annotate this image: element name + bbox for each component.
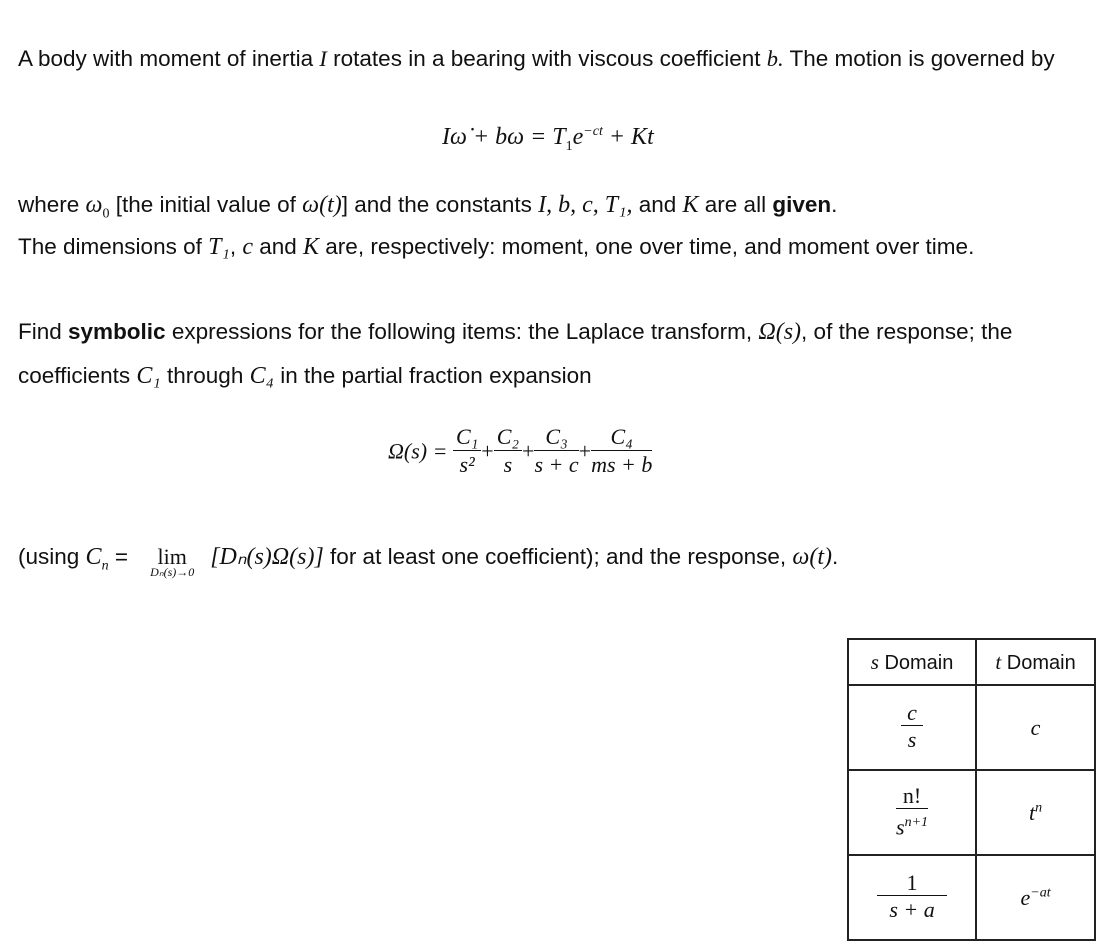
using-text: . [832, 544, 839, 569]
dims-text: and [252, 234, 304, 259]
where-text: are all [698, 192, 773, 217]
viscous-symbol: b. [766, 46, 784, 71]
fraction-denominator: s + c [534, 452, 579, 477]
t-expression: t [1028, 799, 1036, 825]
using-paragraph [18, 540, 1078, 584]
fraction-numerator: C₃ [534, 424, 578, 451]
fraction-term-3 [534, 424, 578, 479]
dims-text: The dimensions of [18, 234, 209, 259]
plus-sign: + [522, 438, 535, 464]
dimensions-paragraph [18, 232, 1083, 262]
lim-subscript: Dₙ(s)→0 [150, 565, 195, 579]
t-variable: t [995, 649, 1002, 674]
table-fraction [877, 871, 947, 924]
s-variable: s [870, 649, 879, 674]
t-exponent: −at [1030, 885, 1051, 901]
omega-t-symbol: ω(t) [302, 192, 342, 218]
governing-equation [442, 124, 654, 155]
where-text: ] and the constants [341, 192, 539, 217]
c-symbol: c [242, 234, 253, 260]
header-label: Domain [1001, 651, 1076, 674]
equation-T: T [552, 124, 566, 150]
table-row [848, 685, 1095, 770]
t-expression: e [1020, 884, 1031, 910]
plus-sign: + [481, 438, 494, 464]
fraction-numerator: C₂ [494, 424, 522, 451]
t-domain-cell [976, 685, 1095, 770]
table-fraction [901, 701, 923, 754]
find-text: Find [18, 319, 69, 344]
intro-text: A body with moment of inertia [18, 46, 320, 71]
fraction-denominator: s [503, 452, 513, 477]
table-row [848, 855, 1095, 940]
fraction-denominator: s [896, 814, 905, 840]
fraction-numerator: n! [896, 784, 928, 809]
where-text: [the initial value of [109, 192, 303, 217]
intro-text: rotates in a bearing with viscous coefficient [326, 46, 767, 71]
symbolic-emphasis: symbolic [68, 319, 166, 344]
K-symbol: K [303, 234, 320, 260]
fraction-numerator: c [901, 701, 923, 726]
C1-symbol: C₁ [136, 363, 161, 389]
find-text: expressions for the following items: the Laplace transform, [165, 319, 759, 344]
omega0-subscript: 0 [102, 206, 110, 222]
find-text: through [160, 363, 250, 388]
intro-paragraph [18, 44, 1078, 74]
t-domain-header [976, 639, 1095, 685]
table-fraction [896, 784, 928, 841]
using-text: = [108, 544, 135, 569]
constants-list: I, b, c, T₁, [538, 192, 633, 218]
given-emphasis: given [772, 192, 832, 217]
lim-text: lim [157, 544, 187, 569]
s-domain-cell [848, 685, 976, 770]
fraction-denominator: s² [459, 452, 475, 477]
fraction-term-4 [591, 424, 652, 479]
K-symbol: K [682, 192, 699, 218]
t-domain-cell [976, 770, 1095, 855]
find-text: in the partial fraction expansion [273, 363, 592, 388]
fraction-numerator: C₁ [453, 424, 481, 451]
equation-T-subscript: 1 [565, 138, 573, 154]
where-paragraph [18, 190, 1078, 230]
equation-rhs: + Kt [602, 124, 654, 150]
where-text: where [18, 192, 86, 217]
Cn-subscript: n [101, 558, 109, 574]
partial-fraction-equation [388, 424, 652, 479]
equation-lhs: Iω̇ + bω = [442, 124, 553, 150]
find-paragraph [18, 310, 1058, 398]
omega0-symbol: ω [85, 192, 103, 218]
limit-expression: [Dₙ(s)Ω(s)] [210, 544, 324, 570]
fraction-numerator: 1 [877, 871, 947, 896]
s-domain-header [848, 639, 976, 685]
using-text: (using [18, 544, 86, 569]
fraction-numerator: C₄ [591, 424, 652, 451]
denominator-exponent: n+1 [904, 814, 929, 830]
t-domain-cell [976, 855, 1095, 940]
plus-sign: + [578, 438, 592, 464]
dims-text: are, respectively: moment, one over time, and moment over time. [319, 234, 975, 259]
fraction-term-2 [494, 424, 522, 479]
T1-symbol: T₁ [208, 234, 230, 260]
fraction-denominator: s [907, 727, 917, 752]
equation-exponent: −ct [583, 124, 603, 139]
equation2-lhs: Ω(s) = [388, 438, 448, 464]
fraction-denominator: s + a [889, 897, 935, 922]
table-header-row [848, 639, 1095, 685]
t-exponent: n [1035, 800, 1043, 816]
Omega-s-symbol: Ω(s) [758, 319, 802, 345]
omega-t-symbol: ω(t) [792, 544, 833, 570]
t-expression: c [1030, 714, 1041, 740]
header-label: Domain [878, 651, 954, 674]
dims-text: , [229, 234, 243, 259]
s-domain-cell [848, 770, 976, 855]
limit-operator [134, 540, 210, 579]
fraction-term-1 [453, 424, 481, 479]
where-text: . [831, 192, 838, 217]
fraction-denominator: ms + b [591, 452, 653, 477]
intro-text: The motion is governed by [783, 46, 1055, 71]
laplace-transform-table [847, 638, 1096, 941]
s-domain-cell [848, 855, 976, 940]
Cn-symbol: C [85, 544, 102, 570]
find-text: , of the response; the coefficients [18, 319, 1013, 388]
C4-symbol: C₄ [249, 363, 274, 389]
inertia-symbol: I [319, 46, 327, 71]
where-text: and [632, 192, 683, 217]
equation-e: e [572, 124, 584, 150]
using-text: for at least one coefficient); and the response, [323, 544, 793, 569]
table-row [848, 770, 1095, 855]
